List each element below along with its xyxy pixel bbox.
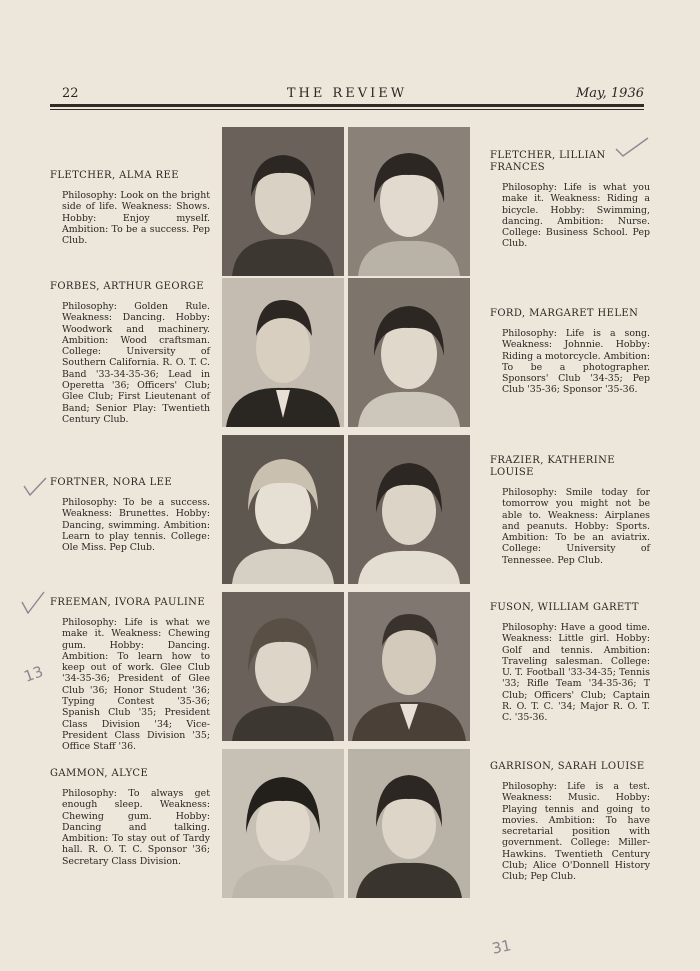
header-rule-thin bbox=[50, 109, 644, 110]
student-name: FORTNER, NORA LEE bbox=[50, 477, 173, 488]
portrait-photo bbox=[222, 592, 344, 741]
student-bio: Philosophy: Life is what you make it. Weakness: Riding a bicycle. Hobby: Swimming, dancing. Ambition: Nurse. College: Business School. Pep Club. bbox=[502, 182, 650, 250]
header-rule-thick bbox=[50, 104, 644, 107]
portrait-female-icon bbox=[348, 278, 470, 427]
student-bio: Philosophy: To be a success. Weakness: Brunettes. Hobby: Dancing, swimming. Ambition: Learn to play tennis. College: Ole Miss. Pep Club. bbox=[62, 497, 210, 554]
portrait-female-icon bbox=[222, 749, 344, 898]
publication-title: THE REVIEW bbox=[286, 86, 408, 101]
handwritten-number: 31 bbox=[490, 936, 513, 958]
senior-entry bbox=[490, 761, 650, 883]
student-bio: Philosophy: Smile today for tomorrow you might not be able to. Weakness: Airplanes and peanuts. Hobby: Sports. Ambition: To be an aviatrix. College: University of Tennessee. Pep Club. bbox=[502, 487, 650, 566]
portrait-photo bbox=[348, 435, 470, 584]
student-bio: Philosophy: Life is a song. Weakness: Johnnie. Hobby: Riding a motorcycle. Ambition: To be a photographer. Sponsors' Club '34-35; Pep Club '35-36; Sponsor '35-36. bbox=[502, 328, 650, 396]
senior-entry bbox=[50, 597, 210, 753]
portrait-photo bbox=[222, 278, 344, 427]
page-number: 22 bbox=[62, 86, 79, 101]
portrait-female-icon bbox=[348, 749, 470, 898]
senior-entry bbox=[50, 477, 210, 553]
portrait-female-icon bbox=[348, 435, 470, 584]
senior-entry bbox=[490, 308, 650, 396]
portrait-female-icon bbox=[222, 435, 344, 584]
student-bio: Philosophy: Life is what we make it. Weakness: Chewing gum. Hobby: Dancing. Ambition: To learn how to keep out of work. Glee Club '34-35-36; President of Glee Club '36; Honor Student '36; Typing Contest '35-36; Spanish Club '35; President Class Division '34; Vice-President Class Division '35; Office Staff '36. bbox=[62, 617, 210, 753]
portrait-male-icon bbox=[222, 278, 344, 427]
student-bio: Philosophy: To always get enough sleep. Weakness: Chewing gum. Hobby: Dancing and talking. Ambition: To stay out of Tardy hall. R. O. T. C. Sponsor '36; Secretary Class Division. bbox=[62, 788, 210, 867]
handwritten-number: 13 bbox=[21, 662, 46, 686]
senior-entry bbox=[50, 768, 210, 867]
senior-entry bbox=[490, 150, 650, 250]
student-bio: Philosophy: Have a good time. Weakness: Little girl. Hobby: Golf and tennis. Ambition: Traveling salesman. College: U. T. Football '33-34-35; Tennis '33; Rifle Team '34-35-36; T Club; Officers' Club; Captain R. O. T. C. '34; Major R. O. T. C. '35-36. bbox=[502, 622, 650, 724]
student-bio: Philosophy: Life is a test. Weakness: Music. Hobby: Playing tennis and going to movies. Ambition: To have secretarial position with government. College: Miller-Hawkins. Twentieth Century Club; Alice O'Donnell History Club; Pep Club. bbox=[502, 781, 650, 883]
portrait-female-icon bbox=[348, 127, 470, 276]
checkmark-icon bbox=[614, 135, 650, 159]
portrait-photo bbox=[348, 278, 470, 427]
portrait-photo bbox=[348, 127, 470, 276]
senior-entry bbox=[490, 602, 650, 724]
student-name: FRAZIER, KATHERINE LOUISE bbox=[490, 455, 615, 478]
student-name: FORBES, ARTHUR GEORGE bbox=[50, 281, 204, 292]
portrait-photo bbox=[222, 127, 344, 276]
student-bio: Philosophy: Golden Rule. Weakness: Dancing. Hobby: Woodwork and machinery. Ambition: Wood craftsman. College: University of Southern California. R. O. T. C. Band '33-34-35-36; Lead in Operetta '36; Officers' Club; Glee Club; First Lieutenant of Band; Senior Play: Twentieth Century Club. bbox=[62, 301, 210, 425]
checkmark-icon bbox=[20, 590, 46, 616]
student-name: FREEMAN, IVORA PAULINE bbox=[50, 597, 206, 608]
student-name: GAMMON, ALYCE bbox=[50, 768, 149, 779]
page-header bbox=[50, 84, 644, 106]
portrait-photo bbox=[348, 592, 470, 741]
issue-date: May, 1936 bbox=[575, 86, 644, 101]
student-name: FUSON, WILLIAM GARETT bbox=[490, 602, 639, 613]
portrait-female-icon bbox=[222, 127, 344, 276]
senior-entry bbox=[50, 170, 210, 246]
student-name: GARRISON, SARAH LOUISE bbox=[490, 761, 645, 772]
portrait-photo bbox=[348, 749, 470, 898]
portrait-male-icon bbox=[348, 592, 470, 741]
senior-entry bbox=[50, 281, 210, 425]
senior-entry bbox=[490, 455, 650, 566]
checkmark-icon bbox=[22, 476, 48, 498]
portrait-photo bbox=[222, 435, 344, 584]
student-name: FLETCHER, LILLIAN FRANCES bbox=[490, 150, 606, 173]
portrait-female-icon bbox=[222, 592, 344, 741]
student-bio: Philosophy: Look on the bright side of life. Weakness: Shows. Hobby: Enjoy myself. Ambition: To be a success. Pep Club. bbox=[62, 190, 210, 247]
student-name: FLETCHER, ALMA REE bbox=[50, 170, 179, 181]
student-name: FORD, MARGARET HELEN bbox=[490, 308, 639, 319]
portrait-photo bbox=[222, 749, 344, 898]
